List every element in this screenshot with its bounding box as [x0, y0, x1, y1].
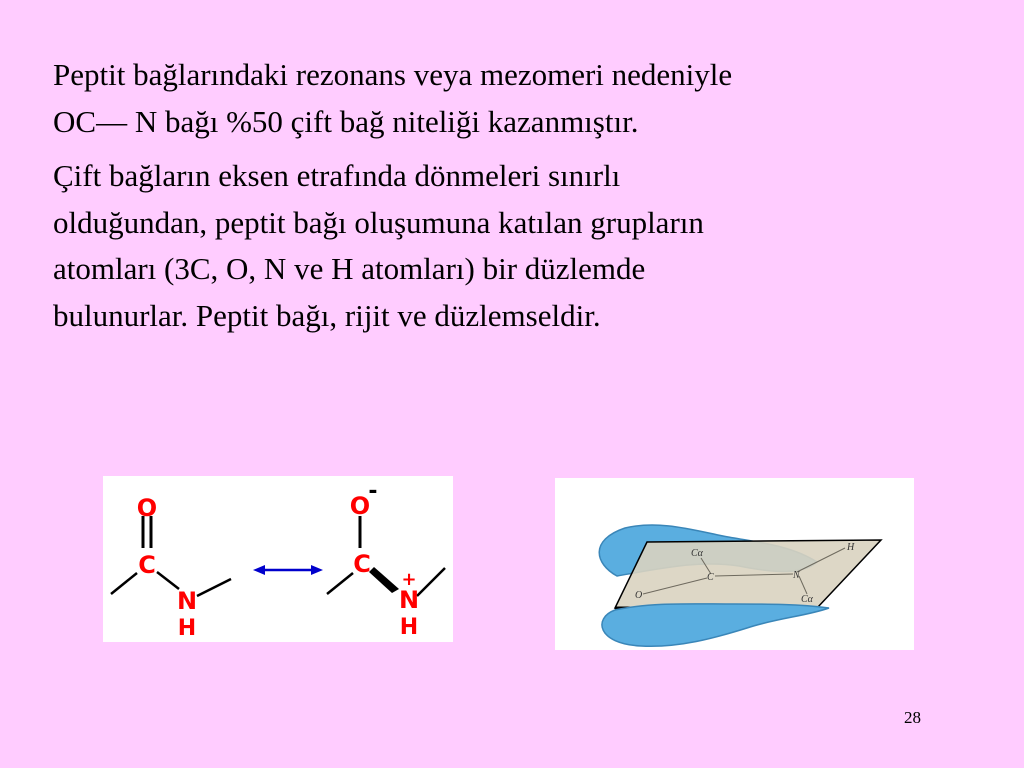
nitrogen-label: N [398, 586, 420, 614]
paragraph-planarity [53, 153, 953, 339]
slide-body-text [53, 52, 953, 339]
paragraph-resonance [53, 52, 953, 145]
nitrogen-label: N [793, 570, 800, 581]
carbon-label: C [138, 551, 156, 579]
alpha-carbon-right-label: Cα [801, 594, 813, 605]
left-resonance-structure [111, 494, 231, 641]
hydrogen-label: H [847, 542, 855, 553]
nitrogen-charge-label: + [401, 569, 417, 590]
resonance-arrow [253, 565, 323, 575]
hydrogen-label: H [177, 616, 197, 641]
right-resonance-structure [327, 479, 445, 640]
carbon-label: C [353, 550, 371, 578]
oxygen-label: O [635, 590, 643, 601]
hydrogen-label: H [399, 615, 419, 640]
oxygen-label: O [349, 492, 371, 520]
oxygen-charge-label: - [368, 479, 378, 504]
resonance-structures-figure [103, 476, 453, 642]
lower-pi-lobe [602, 604, 829, 646]
text-line: Çift bağların eksen etrafında dönmeleri sınırlı [53, 158, 621, 193]
planar-peptide-diagram [555, 478, 914, 650]
text-line: olduğundan, peptit bağı oluşumuna katılan grupların [53, 204, 704, 240]
alpha-carbon-left-label: Cα [691, 548, 703, 559]
planar-peptide-figure [555, 478, 914, 650]
resonance-diagram [103, 476, 453, 642]
nitrogen-label: N [176, 587, 198, 615]
carbon-label: C [707, 572, 714, 583]
text-line: atomları (3C, O, N ve H atomları) bir düzlemde [53, 251, 646, 286]
oxygen-label: O [136, 494, 158, 522]
page-number: 28 [904, 708, 921, 727]
text-line: Peptit bağlarındaki rezonans veya mezomeri nedeniyle [53, 57, 733, 92]
text-line: bulunurlar. Peptit bağı, rijit ve düzlemseldir. [53, 297, 601, 333]
text-line: OC— N bağı %50 çift bağ niteliği kazanmıştır. [53, 103, 639, 139]
